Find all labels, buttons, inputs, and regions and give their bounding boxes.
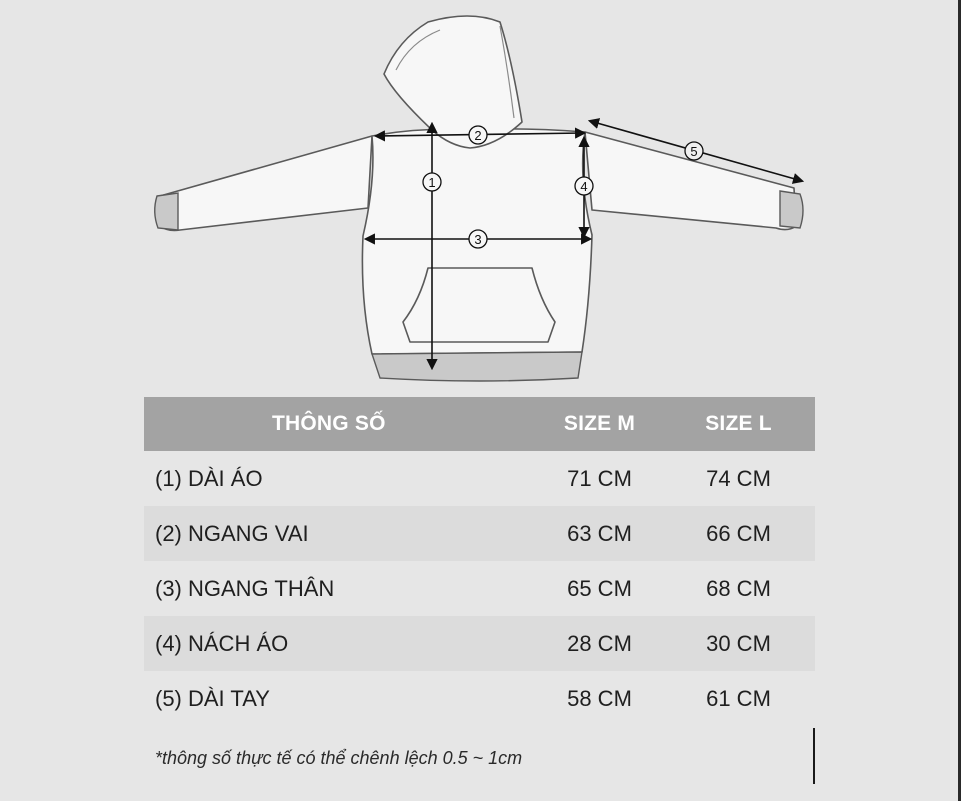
row-size-l: 66 CM bbox=[670, 506, 815, 561]
table-row bbox=[144, 561, 815, 616]
table-row bbox=[144, 616, 815, 671]
table-row bbox=[144, 451, 815, 506]
hoodie-outline bbox=[160, 16, 796, 354]
svg-text:4: 4 bbox=[580, 179, 588, 194]
header-size-m: SIZE M bbox=[529, 397, 670, 451]
row-size-m: 58 CM bbox=[529, 671, 670, 726]
table-header-row bbox=[144, 397, 815, 451]
header-size-l: SIZE L bbox=[670, 397, 815, 451]
hoodie-diagram bbox=[0, 0, 961, 390]
marker-5 bbox=[685, 142, 703, 160]
row-name: (2) NGANG VAI bbox=[144, 506, 529, 561]
header-spec: THÔNG SỐ bbox=[144, 397, 529, 451]
row-name: (5) DÀI TAY bbox=[144, 671, 529, 726]
table-row bbox=[144, 506, 815, 561]
row-name: (3) NGANG THÂN bbox=[144, 561, 529, 616]
marker-3 bbox=[469, 230, 487, 248]
svg-text:1: 1 bbox=[428, 175, 436, 190]
row-size-m: 65 CM bbox=[529, 561, 670, 616]
svg-text:5: 5 bbox=[690, 144, 698, 159]
table-row bbox=[144, 671, 815, 726]
text-cursor bbox=[813, 728, 815, 784]
svg-text:2: 2 bbox=[474, 128, 482, 143]
row-name: (4) NÁCH ÁO bbox=[144, 616, 529, 671]
row-size-l: 30 CM bbox=[670, 616, 815, 671]
svg-text:3: 3 bbox=[474, 232, 482, 247]
size-table bbox=[144, 397, 815, 726]
row-size-m: 63 CM bbox=[529, 506, 670, 561]
row-size-l: 61 CM bbox=[670, 671, 815, 726]
marker-2 bbox=[469, 126, 487, 144]
row-size-m: 71 CM bbox=[529, 451, 670, 506]
row-name: (1) DÀI ÁO bbox=[144, 451, 529, 506]
row-size-m: 28 CM bbox=[529, 616, 670, 671]
marker-4 bbox=[575, 177, 593, 195]
marker-1 bbox=[423, 173, 441, 191]
row-size-l: 68 CM bbox=[670, 561, 815, 616]
row-size-l: 74 CM bbox=[670, 451, 815, 506]
tolerance-note: *thông số thực tế có thể chênh lệch 0.5 ~ 1cm bbox=[155, 748, 523, 768]
